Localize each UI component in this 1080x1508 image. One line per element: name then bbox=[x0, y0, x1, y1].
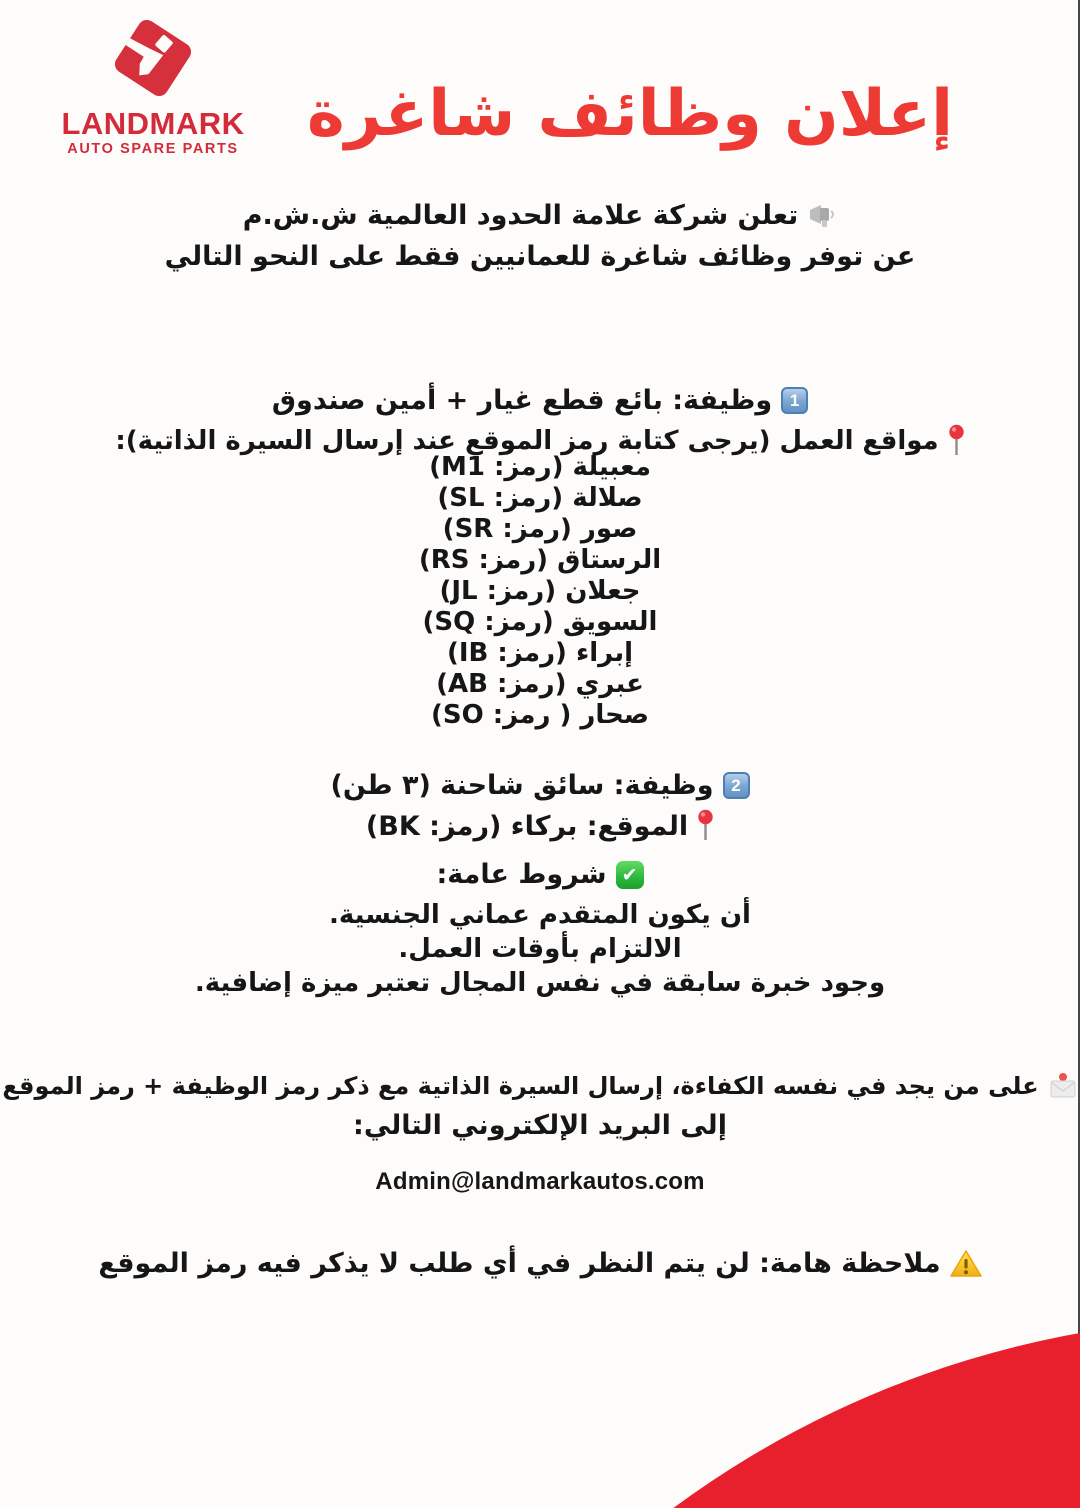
keycap-1-icon: 1 bbox=[781, 387, 808, 414]
brand-tagline: AUTO SPARE PARTS bbox=[67, 141, 239, 157]
apply-instructions-line-1 bbox=[2, 1072, 1060, 1100]
location-item: الرستاق (رمز: RS) bbox=[418, 545, 662, 575]
envelope-icon bbox=[1048, 1072, 1078, 1100]
page-title: إعلان وظائف شاغرة bbox=[306, 77, 954, 151]
job2-heading bbox=[20, 770, 1060, 801]
location-item: صحار ( رمز: SO) bbox=[431, 700, 649, 730]
job1-title: وظيفة: بائع قطع غيار + أمين صندوق bbox=[271, 385, 773, 416]
intro-line-2: عن توفر وظائف شاغرة للعمانيين فقط على النحو التالي bbox=[164, 241, 916, 272]
megaphone-icon bbox=[807, 201, 837, 231]
landmark-diamond-icon bbox=[114, 12, 192, 108]
email-address: Admin@landmarkautos.com bbox=[375, 1168, 705, 1195]
apply-instructions-text: على من يجد في نفسه الكفاءة، إرسال السيرة الذاتية مع ذكر رمز الوظيفة + رمز الموقع bbox=[2, 1072, 1039, 1100]
job2-location-line bbox=[20, 809, 1060, 843]
conditions-heading bbox=[20, 859, 1060, 890]
apply-instructions-line-2: إلى البريد الإلكتروني التالي: bbox=[353, 1110, 727, 1141]
location-item: إبراء (رمز: IB) bbox=[446, 638, 634, 668]
red-circle-decoration bbox=[280, 1318, 1080, 1508]
conditions-heading-text: شروط عامة: bbox=[436, 859, 607, 890]
job1-location-list bbox=[20, 452, 1060, 731]
warning-icon bbox=[950, 1249, 982, 1279]
landmark-logo bbox=[48, 12, 258, 157]
job2-location-text: الموقع: بركاء (رمز: BK) bbox=[365, 810, 689, 842]
intro-line-1 bbox=[20, 200, 1060, 231]
location-item: السويق (رمز: SQ) bbox=[422, 607, 658, 637]
keycap-2-icon: 2 bbox=[723, 772, 750, 799]
brand-name: LANDMARK bbox=[61, 106, 245, 141]
location-item: جعلان (رمز: JL) bbox=[439, 576, 641, 606]
condition-item: الالتزام بأوقات العمل. bbox=[398, 934, 682, 964]
location-item: صور (رمز: SR) bbox=[442, 514, 638, 544]
location-item: معبيلة (رمز: M1) bbox=[429, 452, 651, 482]
condition-item: وجود خبرة سابقة في نفس المجال تعتبر ميزة إضافية. bbox=[194, 968, 886, 998]
location-item: عبري (رمز: AB) bbox=[436, 669, 644, 699]
job1-heading bbox=[20, 385, 1060, 416]
job1-locations-label-text: مواقع العمل (يرجى كتابة رمز الموقع عند إرسال السيرة الذاتية): bbox=[115, 426, 939, 456]
check-icon bbox=[616, 861, 644, 889]
important-note bbox=[20, 1248, 1060, 1279]
important-note-text: ملاحظة هامة: لن يتم النظر في أي طلب لا يذكر فيه رمز الموقع bbox=[98, 1248, 941, 1279]
condition-item: أن يكون المتقدم عماني الجنسية. bbox=[329, 900, 751, 930]
location-item: صلالة (رمز: SL) bbox=[437, 483, 643, 513]
conditions-list bbox=[20, 898, 1060, 1000]
job2-title: وظيفة: سائق شاحنة (٣ طن) bbox=[330, 770, 714, 801]
intro-text-1: تعلن شركة علامة الحدود العالمية ش.ش.م bbox=[242, 200, 799, 231]
location-pin-icon bbox=[697, 809, 714, 843]
